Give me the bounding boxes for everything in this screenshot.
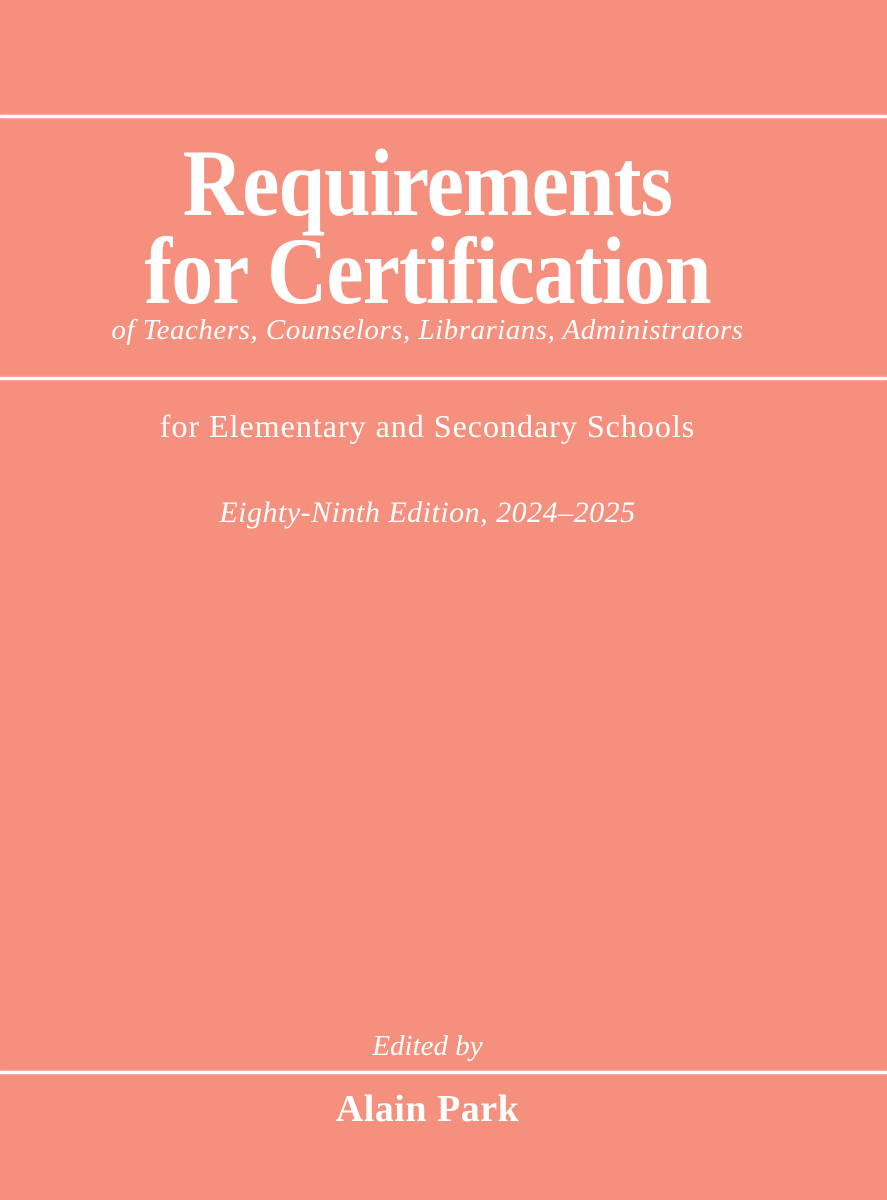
editor-name: Alain Park bbox=[335, 1088, 520, 1130]
audience-line: for Elementary and Secondary Schools bbox=[159, 408, 696, 444]
divider-middle bbox=[0, 377, 887, 380]
edition-line: Eighty-Ninth Edition, 2024–2025 bbox=[219, 496, 636, 529]
book-title-line-2: for Certification bbox=[144, 218, 711, 324]
edited-by-label: Edited by bbox=[372, 1030, 483, 1062]
divider-bottom bbox=[0, 1071, 887, 1074]
divider-top bbox=[0, 115, 887, 118]
book-title-line-1: Requirements bbox=[182, 130, 673, 236]
book-subtitle: of Teachers, Counselors, Librarians, Administrators bbox=[111, 314, 744, 346]
book-title bbox=[51, 130, 803, 324]
